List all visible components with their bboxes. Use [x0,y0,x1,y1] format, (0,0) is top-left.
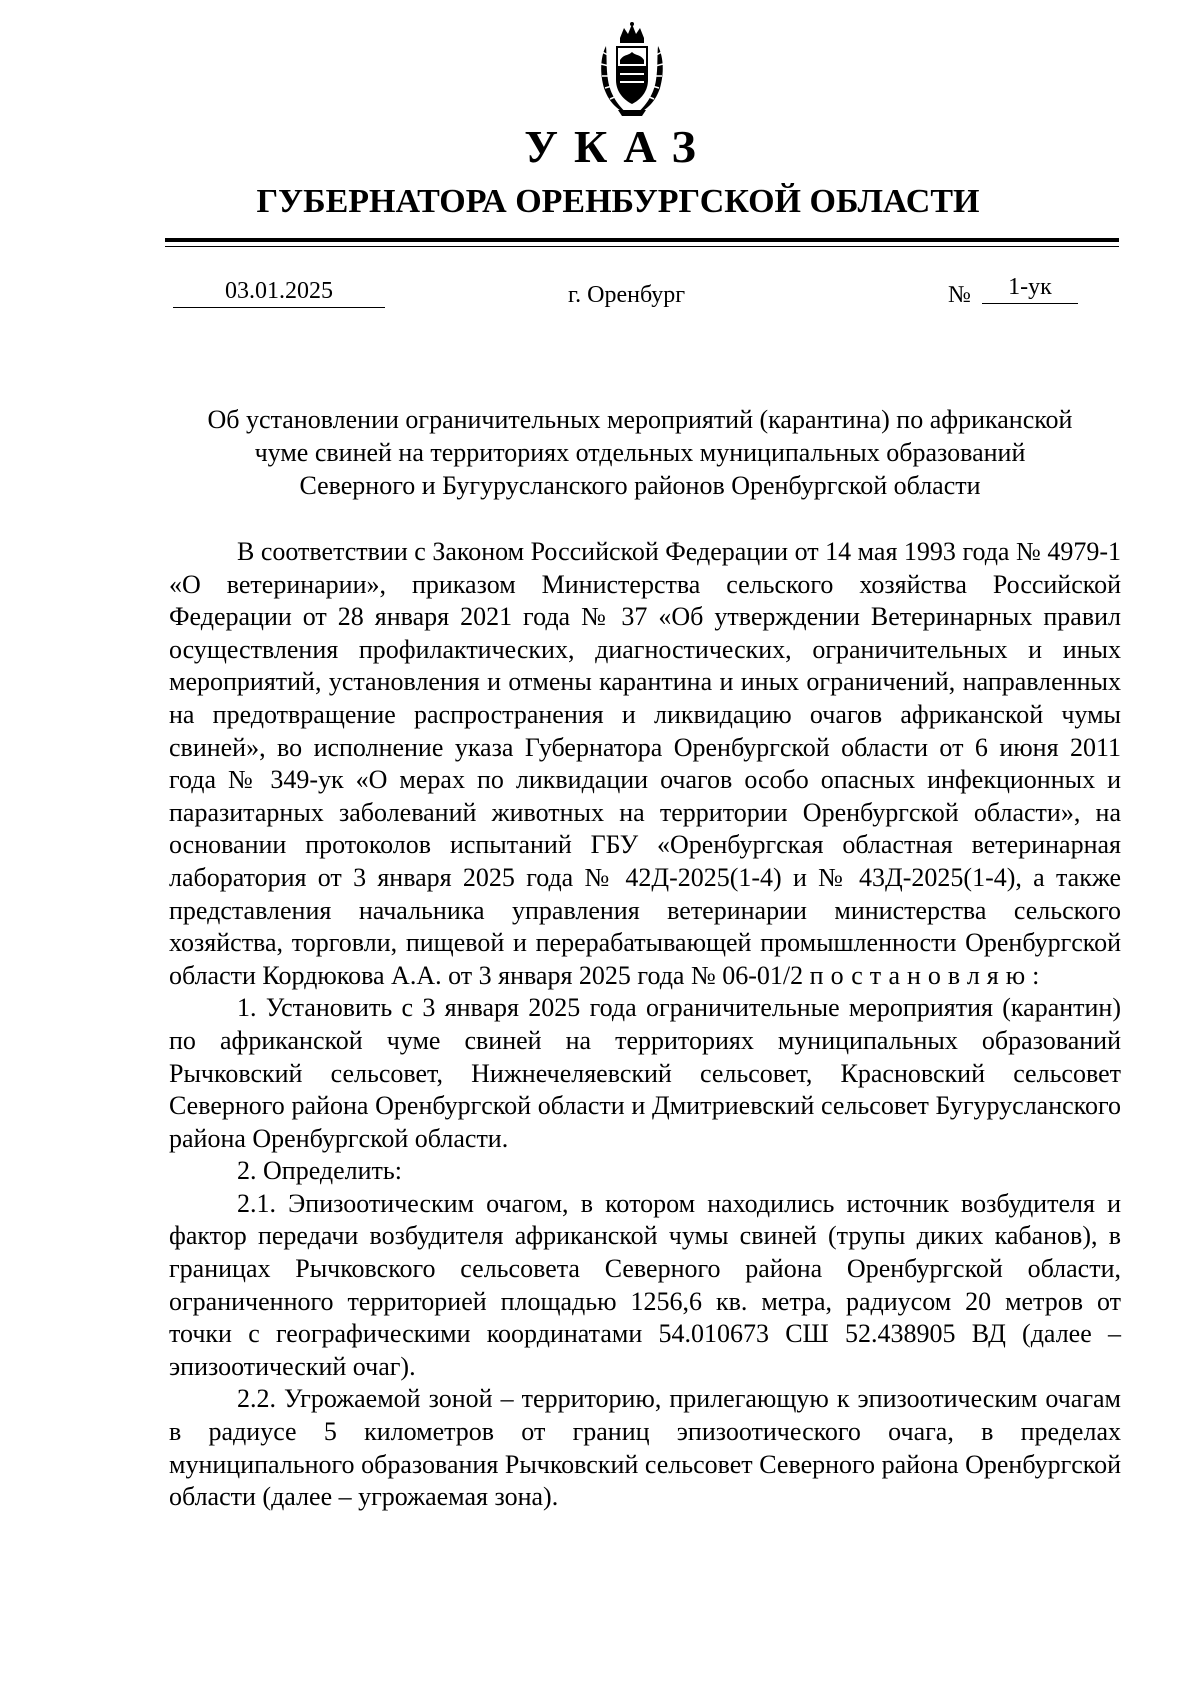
document-title: УКАЗ [524,121,712,172]
subject-line: Северного и Бугурусланского районов Оренбургской области [299,471,981,500]
decree-body [169,536,1121,1514]
preamble-paragraph [169,536,1121,992]
header-rule-thin [165,246,1119,247]
header-rule-thick [165,238,1119,242]
item-2-2: 2.2. Угрожаемой зоной – территорию, прилегающую к эпизоотическим очагам в радиусе 5 километров от границ эпизоотического очага, в пределах муниципального образования Рычковский сельсовет Северного района Оренбургской области (далее – угрожаемая зона). [169,1384,1121,1512]
coat-of-arms-icon [598,22,666,118]
number-sign: № [948,282,971,308]
subject-line: Об установлении ограничительных мероприятий (карантина) по африканской [207,405,1073,434]
preamble-text: В соответствии с Законом Российской Федерации от 14 мая 1993 года № 4979-1 «О ветеринарии», приказом Министерства сельского хозяйства Российской Федерации от 28 января 2021 года № 37 «Об утверждении Ветеринарных правил осуществления профилактических, диагностических, ограничительных и иных мероприятий, установления и отмены карантина и иных ограничений, направленных на предотвращение распространения и ликвидацию очагов африканской чумы свиней», во исполнение указа Губернатора Оренбургской области от 6 июня 2011 года № 349-ук «О мерах по ликвидации очагов особо опасных инфекционных и паразитарных заболеваний животных на территории Оренбургской области», на основании протоколов испытаний ГБУ «Оренбургская областная ветеринарная лаборатория от 3 января 2025 года № 42Д-2025(1-4) и № 43Д-2025(1-4), а также представления начальника управления ветеринарии министерства сельского хозяйства, торговли, пищевой и перерабатывающей промышленности Оренбургской области Кордюкова А.А. от 3 января 2025 года № 06-01/2 [169,537,1121,990]
item-2: 2. Определить: [237,1156,402,1186]
decree-word: постановляю: [809,960,1047,990]
decree-subject [160,403,1120,502]
decree-number: 1-ук [982,274,1078,304]
item-2-1: 2.1. Эпизоотическим очагом, в котором находились источник возбудителя и фактор передачи возбудителя африканской чумы свиней (трупы диких кабанов), в границах Рычковского сельсовета Северного района Оренбургской области, ограниченного территорией площадью 1256,6 кв. метра, радиусом 20 метров от точки с географическими координатами 54.010673 СШ 52.438905 ВД (далее – эпизоотический очаг). [169,1188,1121,1381]
item-1: 1. Установить с 3 января 2025 года ограничительные мероприятия (карантин) по африканской чуме свиней на территориях муниципальных образований Рычковский сельсовет, Нижнечеляевский сельсовет, Красновский сельсовет Северного района Оренбургской области и Дмитриевский сельсовет Бугурусланского района Оренбургской области. [169,993,1121,1153]
document-issuer: ГУБЕРНАТОРА ОРЕНБУРГСКОЙ ОБЛАСТИ [256,183,980,220]
decree-city: г. Оренбург [568,282,686,308]
decree-date: 03.01.2025 [173,278,385,308]
subject-line: чуме свиней на территориях отдельных муниципальных образований [254,438,1026,467]
